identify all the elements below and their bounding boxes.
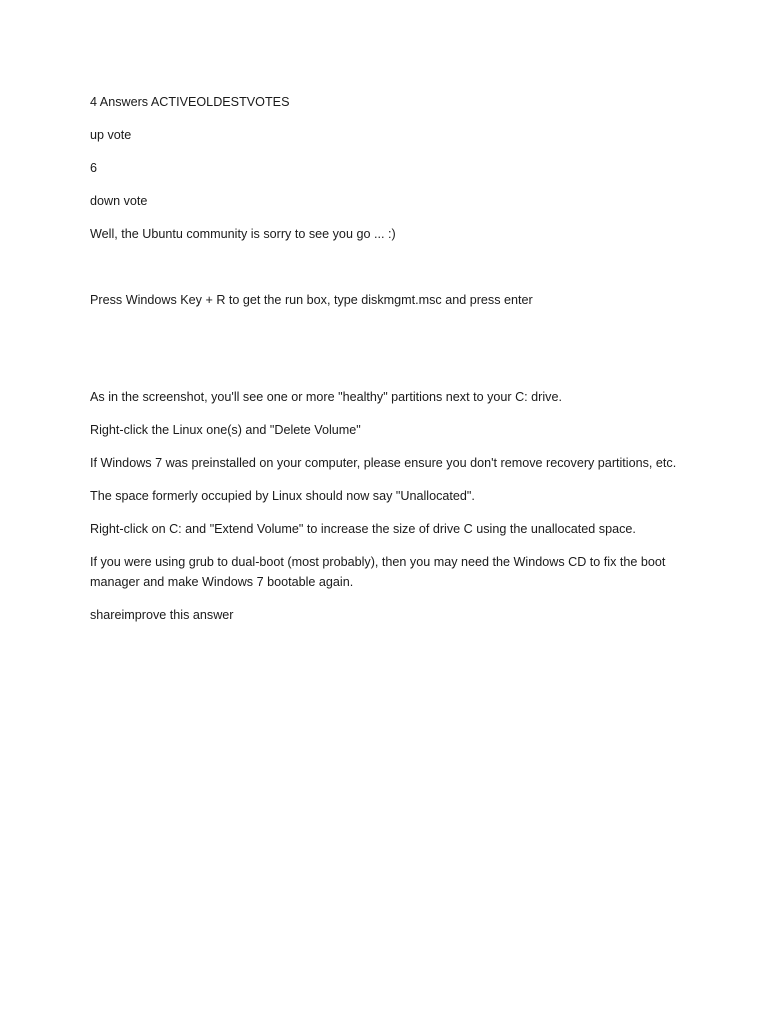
document-page <box>90 93 690 639</box>
answers-header: 4 Answers ACTIVEOLDESTVOTES <box>90 95 290 109</box>
recovery-partition-warning: If Windows 7 was preinstalled on your computer, please ensure you don't remove recovery partitions, etc. <box>90 456 677 470</box>
vote-count: 6 <box>90 161 98 175</box>
down-vote-label: down vote <box>90 194 148 208</box>
screenshot-paragraph: As in the screenshot, you'll see one or more "healthy" partitions next to your C: drive. <box>90 390 562 404</box>
share-improve-text: shareimprove this answer <box>90 607 234 622</box>
unallocated-paragraph: The space formerly occupied by Linux should now say "Unallocated". <box>90 489 475 503</box>
run-box-instruction: Press Windows Key + R to get the run box, type diskmgmt.msc and press enter <box>90 292 533 307</box>
extend-volume-step: Right-click on C: and "Extend Volume" to increase the size of drive C using the unallocated space. <box>90 522 636 536</box>
up-vote-label: up vote <box>90 128 132 142</box>
boot-manager-paragraph: If you were using grub to dual-boot (most probably), then you may need the Windows CD to fix the boot manager and make Windows 7 bootable again. <box>90 555 666 589</box>
delete-volume-step: Right-click the Linux one(s) and "Delete Volume" <box>90 423 361 437</box>
intro-paragraph: Well, the Ubuntu community is sorry to see you go ... :) <box>90 227 396 241</box>
